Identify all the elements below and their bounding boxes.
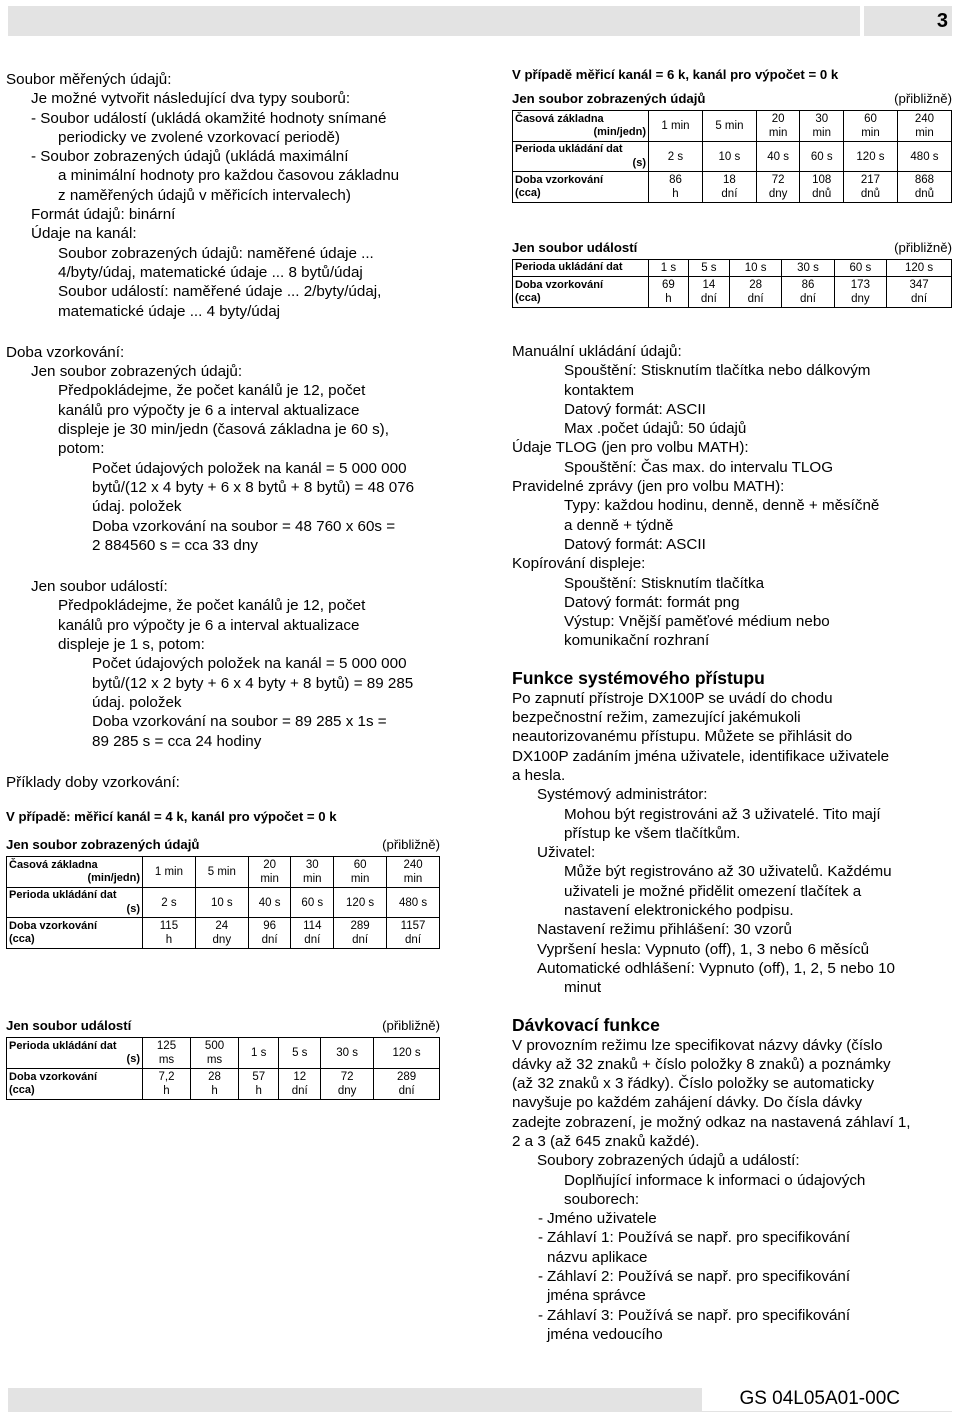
text-line: kanálů pro výpočty je 6 a interval aktualizace	[58, 401, 360, 419]
text-line: bezpečnostní režim, zamezující jakémukoli	[512, 709, 801, 727]
text-line: Soubor událostí: naměřené údaje ... 2/byty/údaj,	[58, 283, 382, 301]
case4-event-table	[6, 1037, 440, 1100]
table-row	[513, 277, 952, 308]
table-cell: 868 dnů	[897, 172, 951, 203]
table-title: Jen soubor událostí	[6, 1018, 132, 1034]
list-item	[512, 1209, 952, 1228]
text-line: neautorizovanému přístupu. Můžete se přihlásit do	[512, 728, 853, 746]
row-header: Doba vzorkování (cca)	[7, 1069, 143, 1100]
table-cell: 1157 dní	[387, 918, 440, 949]
table-cell: 60 s	[834, 260, 886, 277]
table-cell: 18 dní	[702, 172, 756, 203]
batch-heading: Dávkovací funkce	[512, 1014, 660, 1035]
admin-title: Systémový administrátor:	[537, 786, 708, 804]
text-line: Doba vzorkování na soubor = 89 285 x 1s =	[92, 713, 387, 731]
text-line: Soubor zobrazených údajů: naměřené údaje ...	[58, 244, 374, 262]
batch-section	[512, 1014, 952, 1345]
table-cell: 5 s	[279, 1038, 321, 1069]
table-cell: 120 s	[334, 888, 387, 918]
table-row	[513, 111, 952, 142]
table-row	[7, 1069, 440, 1100]
table-cell: 347 dní	[887, 277, 952, 308]
text-line: - Soubor zobrazených údajů (ukládá maximální	[31, 148, 349, 166]
table-cell: 20 min	[756, 111, 800, 142]
text-line: navyšuje po každém zahájení dávky. Do čísla dávky	[512, 1094, 863, 1112]
table-row	[7, 888, 440, 918]
text-line: displeje je 30 min/jedn (časová základna je 60 s),	[58, 421, 389, 439]
text-line: 89 285 s = cca 24 hodiny	[92, 732, 262, 750]
table-cell: 480 s	[897, 142, 951, 172]
copy-section	[512, 554, 952, 650]
bullet-dash: -	[538, 1306, 544, 1324]
table-cell: 114 dní	[291, 918, 334, 949]
text-line: Datový formát: ASCII	[564, 535, 706, 553]
text-line: bytů/(12 x 4 byty + 6 x 8 bytů + 8 bytů) = 48 076	[92, 478, 415, 496]
tlog-title: Údaje TLOG (jen pro volbu MATH):	[512, 439, 749, 457]
display-file-subtitle: Jen soubor zobrazených údajů:	[31, 363, 243, 381]
table-cell: 289 dní	[374, 1069, 440, 1100]
manual-title: Manuální ukládání údajů:	[512, 343, 682, 360]
row-header: Časová základna (min/jedn)	[513, 111, 649, 142]
table-cell: 240 min	[387, 857, 440, 888]
table-cell: 10 s	[195, 888, 248, 918]
case6-display-table	[512, 110, 952, 203]
case4-display-table	[6, 856, 440, 949]
table-cell: 96 dní	[248, 918, 291, 949]
text-line: přístup ke všem tlačítkům.	[564, 824, 741, 842]
table-cell: 86 h	[649, 172, 703, 203]
text-line: Formát údajů: binární	[31, 206, 176, 224]
measured-file-section	[6, 70, 476, 321]
access-heading: Funkce systémového přístupu	[512, 667, 765, 688]
list-item-text: Záhlaví 3: Používá se např. pro specifikování jména vedoucího	[547, 1306, 851, 1343]
approx-note: (přibližně)	[894, 240, 952, 255]
examples-title: Příklady doby vzorkování:	[6, 773, 180, 791]
table-cell: 289 dní	[334, 918, 387, 949]
text-line: Spouštění: Stisknutím tlačítka	[564, 574, 765, 592]
text-line: a minimální hodnoty pro každou časovou základnu	[58, 167, 400, 185]
access-section	[512, 667, 952, 998]
table-cell: 240 min	[897, 111, 951, 142]
text-line: bytů/(12 x 2 byty + 6 x 4 byty + 8 bytů) = 89 285	[92, 674, 414, 692]
page-header-bar	[8, 6, 860, 36]
text-line: potom:	[58, 440, 105, 458]
text-line: údaj. položek	[92, 498, 182, 516]
table-title: Jen soubor zobrazených údajů	[512, 91, 706, 106]
copy-title: Kopírování displeje:	[512, 555, 646, 573]
row-header: Perioda ukládání dat (s)	[7, 1038, 143, 1069]
table-cell: 30 min	[291, 857, 334, 888]
reports-section	[512, 477, 952, 554]
table-cell: 60 s	[800, 142, 844, 172]
manual-section	[512, 342, 952, 438]
row-header: Perioda ukládání dat (s)	[7, 888, 143, 918]
text-line: DX100P zadáním jména uživatele, identifikace uživatele	[512, 747, 890, 765]
text-line: Předpokládejme, že počet kanálů je 12, počet	[58, 382, 366, 400]
text-line: Automatické odhlášení: Vypnuto (off), 1, 2, 5 nebo 10	[537, 959, 895, 977]
text-line: z naměřených údajů v měřicích intervalech)	[58, 186, 351, 204]
table-cell: 60 min	[334, 857, 387, 888]
table-row	[7, 918, 440, 949]
table-cell: 69 h	[649, 277, 689, 308]
table-cell: 60 min	[844, 111, 898, 142]
table-row	[513, 172, 952, 203]
table-cell: 5 s	[688, 260, 729, 277]
list-item	[512, 1306, 952, 1345]
files-title: Soubory zobrazených údajů a událostí:	[537, 1152, 800, 1170]
row-header: Doba vzorkování (cca)	[513, 277, 649, 308]
list-item-text: Záhlaví 2: Používá se např. pro specifikování jména správce	[547, 1268, 851, 1305]
table-cell: 108 dnů	[800, 172, 844, 203]
text-line: údaj. položek	[92, 693, 182, 711]
text-line: - Soubor událostí (ukládá okamžité hodnoty snímané	[31, 109, 387, 127]
case6-title: V případě měřicí kanál = 6 k, kanál pro výpočet = 0 k	[512, 67, 839, 82]
table-cell: 173 dny	[834, 277, 886, 308]
table-cell: 2 s	[143, 888, 196, 918]
text-line: V provozním režimu lze specifikovat názvy dávky (číslo	[512, 1036, 883, 1054]
sampling-title: Doba vzorkování:	[6, 343, 125, 361]
table-cell: 2 s	[649, 142, 703, 172]
table-cell: 72 dny	[756, 172, 800, 203]
text-line: zadejte zobrazení, je možný odkaz na nastavená záhlaví 1,	[512, 1113, 911, 1131]
reports-title: Pravidelné zprávy (jen pro volbu MATH):	[512, 478, 785, 496]
table-cell: 217 dnů	[844, 172, 898, 203]
row-header: Doba vzorkování (cca)	[513, 172, 649, 203]
case4-title: V případě: měřicí kanál = 4 k, kanál pro výpočet = 0 k	[6, 809, 337, 825]
table-cell: 20 min	[248, 857, 291, 888]
table-cell: 120 s	[374, 1038, 440, 1069]
case6-display-table-header	[512, 90, 952, 108]
approx-note: (přibližně)	[382, 837, 440, 853]
event-file-subtitle: Jen soubor událostí:	[31, 578, 168, 596]
table-title: Jen soubor zobrazených údajů	[6, 837, 200, 853]
table-cell: 10 s	[729, 260, 781, 277]
table-cell: 1 s	[649, 260, 689, 277]
text-line: dávky až 32 znaků + číslo položky 8 znaků) a poznámky	[512, 1055, 891, 1073]
table-title: Jen soubor událostí	[512, 240, 638, 255]
table-row	[513, 142, 952, 172]
text-line: Datový formát: ASCII	[564, 400, 706, 418]
table-cell: 120 s	[844, 142, 898, 172]
tlog-section	[512, 438, 952, 477]
text-line: Nastavení režimu přihlášení: 30 vzorů	[537, 921, 792, 939]
table-row	[7, 857, 440, 888]
text-line: Je možné vytvořit následující dva typy souborů:	[31, 90, 351, 108]
table-cell: 24 dny	[195, 918, 248, 949]
table-cell: 1 min	[649, 111, 703, 142]
text-line: uživateli je možné přidělit omezení tlačítek a	[564, 882, 862, 900]
row-header: Časová základna (min/jedn)	[7, 857, 143, 888]
table-cell: 5 min	[702, 111, 756, 142]
text-line: Předpokládejme, že počet kanálů je 12, počet	[58, 597, 366, 615]
table-cell: 480 s	[387, 888, 440, 918]
bullet-dash: -	[538, 1268, 544, 1286]
page-number: 3	[860, 6, 952, 36]
table-cell: 28 dní	[729, 277, 781, 308]
table-cell: 115 h	[143, 918, 196, 949]
text-line: Může být registrováno až 30 uživatelů. Každému	[564, 863, 892, 881]
text-line: souborech:	[564, 1190, 640, 1208]
case4-block	[6, 808, 440, 1100]
text-line: Doba vzorkování na soubor = 48 760 x 60s =	[92, 517, 396, 535]
case6-block	[512, 66, 952, 308]
text-line: Výstup: Vnější paměťové médium nebo	[564, 613, 830, 631]
row-header: Doba vzorkování (cca)	[7, 918, 143, 949]
case6-event-table-header	[512, 239, 952, 257]
text-line: a hesla.	[512, 766, 566, 784]
row-header: Perioda ukládání dat (s)	[513, 142, 649, 172]
text-line: kanálů pro výpočty je 6 a interval aktualizace	[58, 616, 360, 634]
text-line: komunikační rozhraní	[564, 632, 710, 650]
table-cell: 40 s	[248, 888, 291, 918]
text-line: displeje je 1 s, potom:	[58, 636, 205, 654]
left-column	[6, 70, 476, 1100]
list-item	[512, 1228, 952, 1267]
table-cell: 28 h	[191, 1069, 239, 1100]
text-line: Počet údajových položek na kanál = 5 000 000	[92, 655, 407, 673]
document-code: GS 04L05A01-00C	[702, 1387, 952, 1411]
case6-event-table	[512, 259, 952, 308]
footer-bar	[8, 1388, 952, 1412]
case4-display-table-header	[6, 836, 440, 854]
sampling-section	[6, 343, 476, 792]
list-item	[512, 1267, 952, 1306]
text-line: Po zapnutí přístroje DX100P se uvádí do chodu	[512, 689, 833, 707]
text-line: Počet údajových položek na kanál = 5 000 000	[92, 459, 407, 477]
table-row	[513, 260, 952, 277]
table-cell: 10 s	[702, 142, 756, 172]
text-line: Mohou být registrováni až 3 uživatelé. Tito mají	[564, 805, 881, 823]
list-item-text: Záhlaví 1: Používá se např. pro specifikování názvu aplikace	[547, 1229, 851, 1266]
table-cell: 120 s	[887, 260, 952, 277]
text-line: a denně + týdně	[564, 516, 674, 534]
table-cell: 5 min	[195, 857, 248, 888]
case4-event-table-header	[6, 1017, 440, 1035]
table-cell: 7,2 h	[143, 1069, 191, 1100]
text-line: Max .počet údajů: 50 údajů	[564, 420, 747, 438]
table-cell: 72 dny	[321, 1069, 374, 1100]
text-line: Typy: každou hodinu, denně, denně + měsíčně	[564, 497, 880, 515]
text-line: 2 a 3 (až 645 znaků každé).	[512, 1132, 700, 1150]
table-cell: 30 s	[782, 260, 834, 277]
table-cell: 60 s	[291, 888, 334, 918]
table-cell: 1 min	[143, 857, 196, 888]
text-line: matematické údaje ... 4 byty/údaj	[58, 302, 281, 320]
table-cell: 30 min	[800, 111, 844, 142]
table-cell: 14 dní	[688, 277, 729, 308]
approx-note: (přibližně)	[894, 91, 952, 106]
approx-note: (přibližně)	[382, 1018, 440, 1034]
user-title: Uživatel:	[537, 844, 596, 862]
text-line: Datový formát: formát png	[564, 593, 740, 611]
table-cell: 40 s	[756, 142, 800, 172]
right-column	[512, 66, 952, 1344]
table-cell: 57 h	[239, 1069, 279, 1100]
text-line: periodicky ve zvolené vzorkovací periodě)	[58, 128, 340, 146]
text-line: Doplňující informace k informaci o údajových	[564, 1171, 866, 1189]
row-header: Perioda ukládání dat	[513, 260, 649, 277]
table-cell: 12 dní	[279, 1069, 321, 1100]
table-cell: 1 s	[239, 1038, 279, 1069]
text-line: nastavení elektronického podpisu.	[564, 902, 794, 920]
table-cell: 86 dní	[782, 277, 834, 308]
text-line: minut	[564, 979, 602, 997]
table-row	[7, 1038, 440, 1069]
text-line: Vypršení hesla: Vypnuto (off), 1, 3 nebo 6 měsíců	[537, 940, 870, 958]
text-line: Spouštění: Čas max. do intervalu TLOG	[564, 458, 834, 476]
text-line: 2 884560 s = cca 33 dny	[92, 536, 258, 554]
measured-file-title: Soubor měřených údajů:	[6, 71, 172, 88]
text-line: Spouštění: Stisknutím tlačítka nebo dálkovým	[564, 362, 871, 380]
table-cell: 500 ms	[191, 1038, 239, 1069]
text-line: (až 32 znaků x 3 řádky). Číslo položky se automaticky	[512, 1075, 875, 1093]
text-line: kontaktem	[564, 381, 635, 399]
table-cell: 125 ms	[143, 1038, 191, 1069]
table-cell: 30 s	[321, 1038, 374, 1069]
text-line: Údaje na kanál:	[31, 225, 137, 243]
bullet-dash: -	[538, 1210, 544, 1228]
bullet-dash: -	[538, 1229, 544, 1247]
list-item-text: Jméno uživatele	[547, 1210, 657, 1228]
text-line: 4/byty/údaj, matematické údaje ... 8 bytů/údaj	[58, 263, 363, 281]
